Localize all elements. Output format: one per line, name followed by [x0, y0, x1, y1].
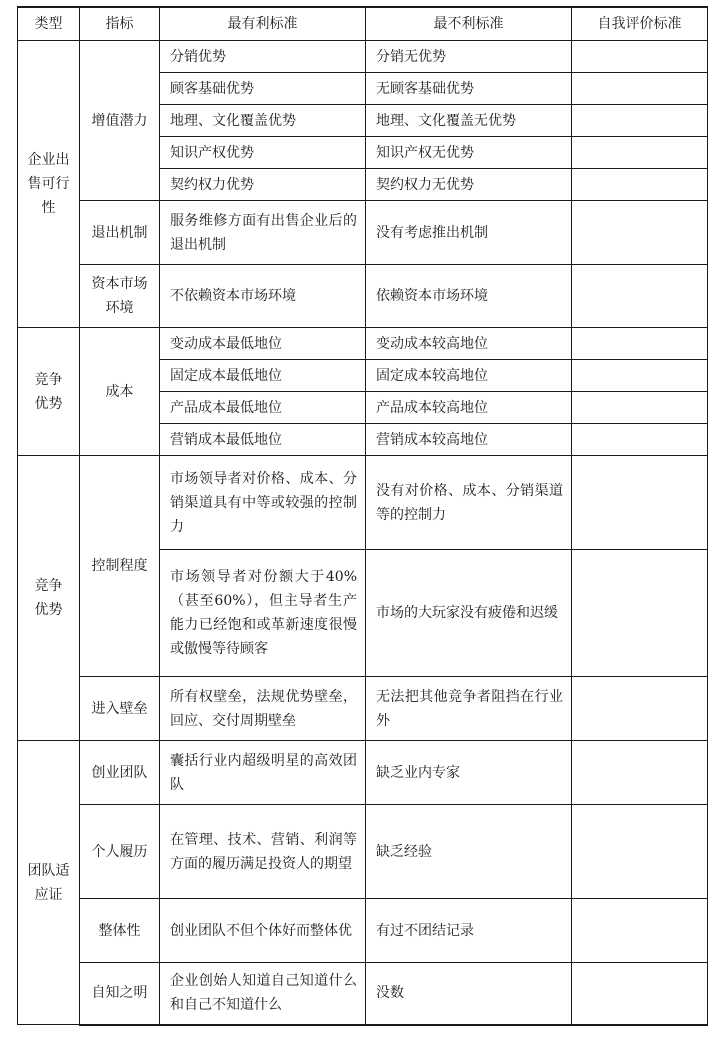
best-standard-cell: 囊括行业内超级明星的高效团队 [160, 741, 366, 805]
worst-standard-cell: 有过不团结记录 [366, 899, 572, 963]
best-standard-cell: 不依赖资本市场环境 [160, 265, 366, 328]
worst-standard-cell: 分销无优势 [366, 41, 572, 73]
text-line: 退出机制 [91, 224, 148, 241]
indicator-cell [80, 328, 160, 456]
worst-standard-cell: 依赖资本市场环境 [366, 265, 572, 328]
self-evaluation-cell[interactable] [572, 360, 708, 392]
category-cell [18, 41, 80, 328]
text-line: 资本市场 [91, 276, 148, 292]
worst-standard-cell: 变动成本较高地位 [366, 328, 572, 360]
header-best-standard: 最有利标准 [160, 7, 366, 41]
indicator-cell [80, 201, 160, 265]
table-row [18, 805, 708, 899]
text-line: 成本 [105, 383, 134, 400]
worst-standard-cell: 营销成本较高地位 [366, 424, 572, 456]
text-line: 团队适 [27, 862, 70, 879]
self-evaluation-cell[interactable] [572, 677, 708, 741]
best-standard-cell: 市场领导者对份额大于40%（甚至60%），但主导者生产能力已经饱和或革新速度很慢或傲慢等待顾客 [160, 550, 366, 677]
text-line: 个人履历 [91, 843, 148, 860]
text-line: 竞争 [34, 371, 63, 388]
self-evaluation-cell[interactable] [572, 328, 708, 360]
worst-standard-cell: 产品成本较高地位 [366, 392, 572, 424]
worst-standard-cell: 没数 [366, 963, 572, 1025]
self-evaluation-cell[interactable] [572, 169, 708, 201]
table-row [18, 456, 708, 550]
header-worst-standard: 最不利标准 [366, 7, 572, 41]
self-evaluation-cell[interactable] [572, 550, 708, 677]
worst-standard-cell: 缺乏经验 [366, 805, 572, 899]
indicator-cell [80, 963, 160, 1025]
self-evaluation-cell[interactable] [572, 392, 708, 424]
indicator-cell [80, 805, 160, 899]
text-line: 优势 [34, 395, 63, 412]
text-line: 创业团队 [91, 764, 148, 781]
indicator-cell [80, 265, 160, 328]
table-row [18, 201, 708, 265]
table-row [18, 899, 708, 963]
worst-standard-cell: 市场的大玩家没有疲倦和迟缓 [366, 550, 572, 677]
self-evaluation-cell[interactable] [572, 741, 708, 805]
indicator-cell [80, 899, 160, 963]
best-standard-cell: 产品成本最低地位 [160, 392, 366, 424]
indicator-cell [80, 741, 160, 805]
self-evaluation-cell[interactable] [572, 265, 708, 328]
text-line: 整体性 [98, 922, 141, 939]
text-line: 增值潜力 [91, 112, 148, 129]
best-standard-cell: 所有权壁垒，法规优势壁垒，回应、交付周期壁垒 [160, 677, 366, 741]
indicator-cell [80, 677, 160, 741]
worst-standard-cell: 地理、文化覆盖无优势 [366, 105, 572, 137]
self-evaluation-cell[interactable] [572, 963, 708, 1025]
best-standard-cell: 知识产权优势 [160, 137, 366, 169]
self-evaluation-cell[interactable] [572, 201, 708, 265]
worst-standard-cell: 无顾客基础优势 [366, 73, 572, 105]
text-line: 企业出 [27, 152, 70, 168]
header-indicator: 指标 [80, 7, 160, 41]
table-row [18, 328, 708, 360]
self-evaluation-cell[interactable] [572, 424, 708, 456]
category-cell [18, 456, 80, 741]
worst-standard-cell: 没有对价格、成本、分销渠道等的控制力 [366, 456, 572, 550]
self-evaluation-cell[interactable] [572, 456, 708, 550]
self-evaluation-cell[interactable] [572, 73, 708, 105]
text-line: 进入壁垒 [91, 700, 148, 717]
self-evaluation-cell[interactable] [572, 805, 708, 899]
text-line: 售可行 [27, 176, 70, 192]
best-standard-cell: 企业创始人知道自己知道什么和自己不知道什么 [160, 963, 366, 1025]
self-evaluation-cell[interactable] [572, 899, 708, 963]
category-cell [18, 328, 80, 456]
table-row [18, 963, 708, 1025]
best-standard-cell: 在管理、技术、营销、利润等方面的履历满足投资人的期望 [160, 805, 366, 899]
text-line: 应证 [34, 886, 63, 903]
category-cell [18, 741, 80, 1025]
best-standard-cell: 变动成本最低地位 [160, 328, 366, 360]
best-standard-cell: 地理、文化覆盖优势 [160, 105, 366, 137]
header-type: 类型 [18, 7, 80, 41]
text-line: 控制程度 [91, 558, 148, 574]
best-standard-cell: 分销优势 [160, 41, 366, 73]
text-line: 优势 [34, 602, 63, 618]
worst-standard-cell: 知识产权无优势 [366, 137, 572, 169]
worst-standard-cell: 无法把其他竞争者阻挡在行业外 [366, 677, 572, 741]
table-row [18, 677, 708, 741]
text-line: 自知之明 [91, 985, 148, 1002]
evaluation-table [17, 6, 708, 1026]
self-evaluation-cell[interactable] [572, 137, 708, 169]
best-standard-cell: 契约权力优势 [160, 169, 366, 201]
worst-standard-cell: 契约权力无优势 [366, 169, 572, 201]
self-evaluation-cell[interactable] [572, 41, 708, 73]
best-standard-cell: 营销成本最低地位 [160, 424, 366, 456]
header-self-evaluation: 自我评价标准 [572, 7, 708, 41]
best-standard-cell: 市场领导者对价格、成本、分销渠道具有中等或较强的控制力 [160, 456, 366, 550]
worst-standard-cell: 没有考虑推出机制 [366, 201, 572, 265]
best-standard-cell: 固定成本最低地位 [160, 360, 366, 392]
text-line: 环境 [105, 300, 134, 316]
text-line: 竞争 [34, 578, 63, 594]
worst-standard-cell: 固定成本较高地位 [366, 360, 572, 392]
table-row [18, 265, 708, 328]
best-standard-cell: 创业团队不但个体好而整体优 [160, 899, 366, 963]
worst-standard-cell: 缺乏业内专家 [366, 741, 572, 805]
indicator-cell [80, 41, 160, 201]
header-row [18, 7, 708, 41]
text-line: 性 [41, 200, 56, 216]
best-standard-cell: 顾客基础优势 [160, 73, 366, 105]
best-standard-cell: 服务维修方面有出售企业后的退出机制 [160, 201, 366, 265]
indicator-cell [80, 456, 160, 677]
self-evaluation-cell[interactable] [572, 105, 708, 137]
table-row [18, 741, 708, 805]
table-row [18, 41, 708, 73]
